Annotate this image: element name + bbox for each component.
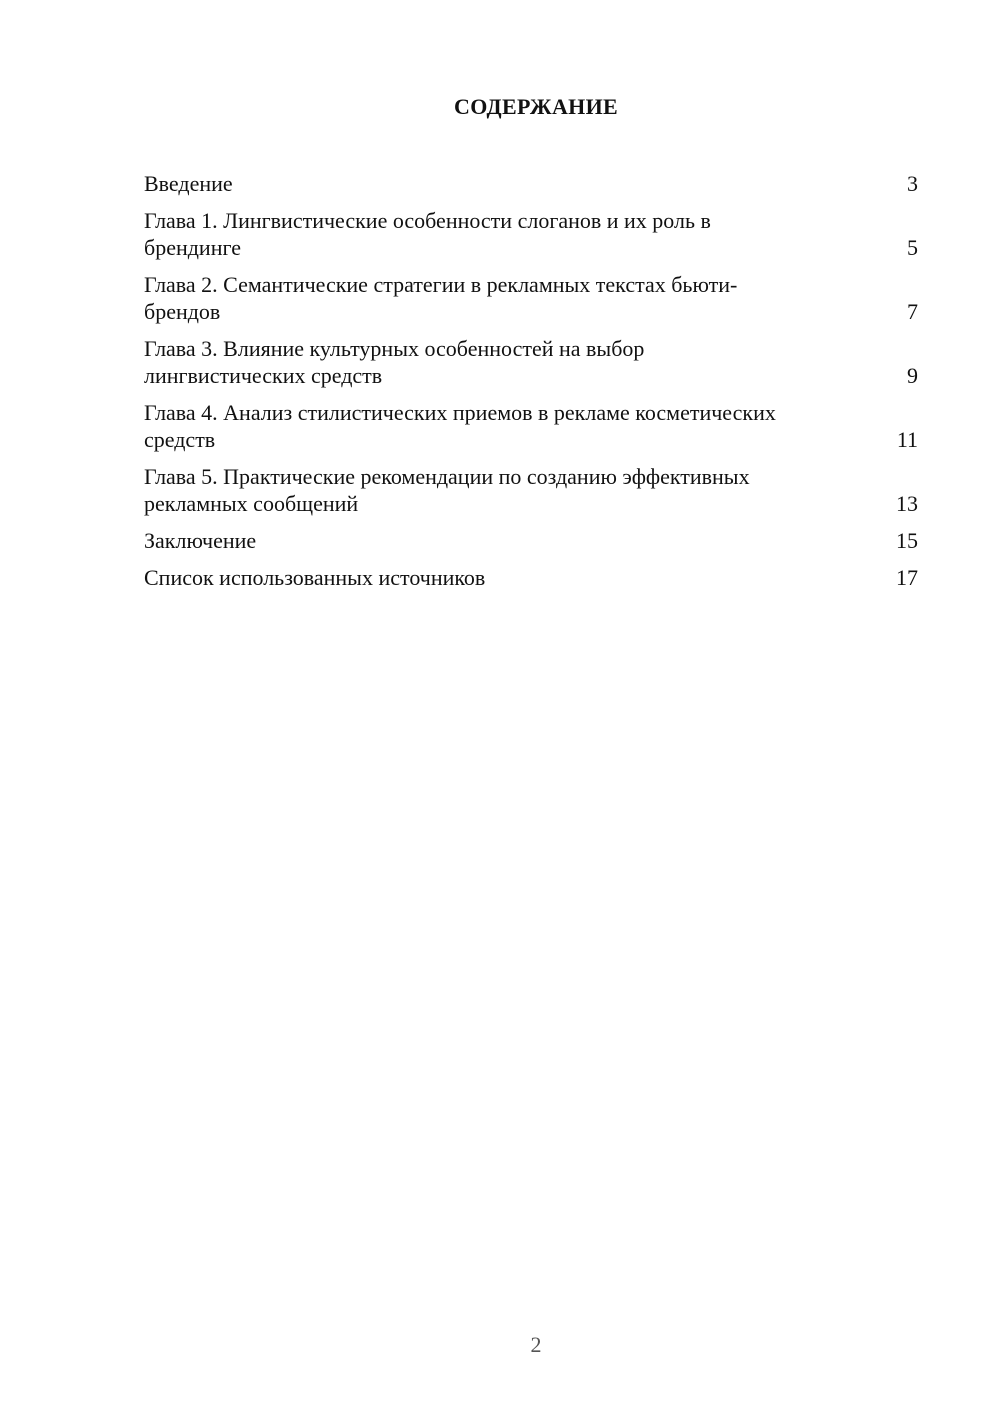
toc-entry-text: Список использованных источников bbox=[144, 565, 486, 590]
toc-entry-introduction[interactable] bbox=[144, 170, 918, 197]
toc-entry-chapter-3[interactable] bbox=[144, 335, 918, 389]
toc-entry-text: Глава 5. Практические рекомендации по созданию эффективных рекламных сообщений bbox=[144, 464, 750, 516]
toc-entry-text: Глава 4. Анализ стилистических приемов в рекламе косметических средств bbox=[144, 400, 776, 452]
toc-entry-page: 17 bbox=[896, 565, 918, 590]
toc-entry-page: 13 bbox=[896, 491, 918, 516]
toc-entry-page: 5 bbox=[907, 235, 918, 260]
table-of-contents bbox=[144, 170, 918, 601]
page-number: 2 bbox=[530, 1332, 542, 1357]
toc-entry-page: 7 bbox=[907, 299, 918, 324]
toc-entry-text: Глава 1. Лингвистические особенности слоганов и их роль в брендинге bbox=[144, 208, 711, 260]
toc-entry-chapter-4[interactable] bbox=[144, 399, 918, 453]
page-title: СОДЕРЖАНИЕ bbox=[454, 94, 618, 119]
toc-entry-conclusion[interactable] bbox=[144, 527, 918, 554]
toc-entry-text: Заключение bbox=[144, 528, 257, 553]
toc-entry-text: Глава 2. Семантические стратегии в рекламных текстах бьюти-брендов bbox=[144, 272, 738, 324]
toc-entry-chapter-5[interactable] bbox=[144, 463, 918, 517]
toc-entry-page: 15 bbox=[896, 528, 918, 553]
toc-entry-text: Глава 3. Влияние культурных особенностей на выбор лингвистических средств bbox=[144, 336, 645, 388]
toc-entry-references[interactable] bbox=[144, 564, 918, 591]
toc-entry-page: 9 bbox=[907, 363, 918, 388]
toc-entry-text: Введение bbox=[144, 171, 233, 196]
toc-entry-page: 11 bbox=[896, 427, 918, 452]
toc-entry-chapter-2[interactable] bbox=[144, 271, 918, 325]
toc-entry-page: 3 bbox=[907, 171, 918, 196]
toc-entry-chapter-1[interactable] bbox=[144, 207, 918, 261]
